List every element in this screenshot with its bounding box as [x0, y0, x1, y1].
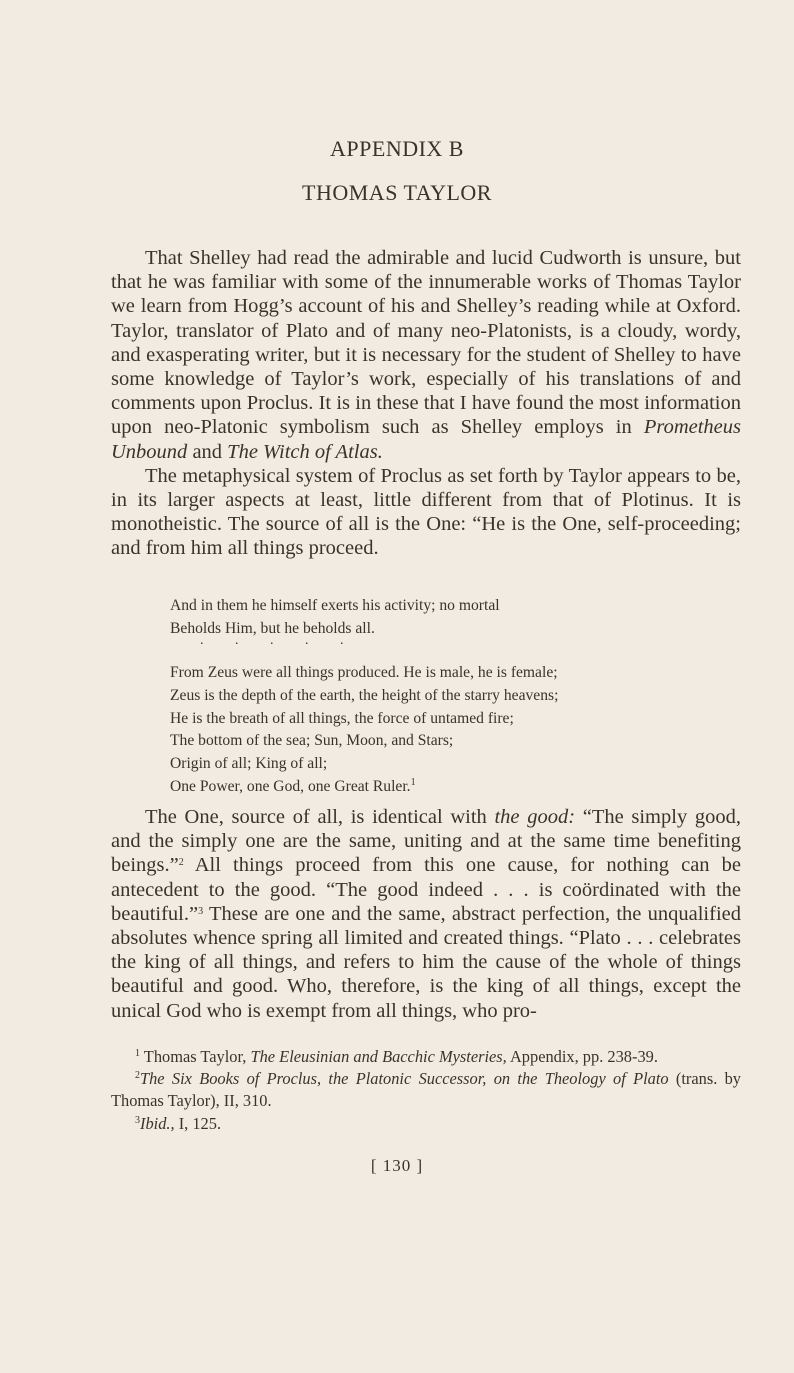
- title-witch-of-atlas: The Witch of Atlas.: [227, 440, 383, 463]
- verse-line: Beholds Him, but he beholds all.: [170, 619, 375, 637]
- footnote-ref-2: 2: [178, 857, 184, 869]
- title-prometheus-unbound: Prometheus Unbound: [111, 416, 741, 463]
- body-text-lower: [111, 805, 741, 1023]
- verse-line: He is the breath of all things, the force of untamed fire;: [170, 709, 514, 727]
- paragraph-proclus-system: The metaphysical system of Proclus as set forth by Taylor appears to be, in its larger aspects at least, little different from that of Plotinus. It is monotheistic. The source of all is the One: “He is the One, self-proceeding; and from him all things proceed.: [111, 464, 741, 560]
- footnote-ref-1: 1: [410, 776, 416, 788]
- verse-line: From Zeus were all things produced. He is male, he is female;: [170, 664, 558, 681]
- verse-line: Zeus is the depth of the earth, the height of the starry heavens;: [170, 686, 559, 704]
- page-number: [ 130 ]: [370, 1156, 424, 1175]
- verse-line: And in them he himself exerts his activity; no mortal: [170, 597, 500, 614]
- verse-ellipsis: . . . . .: [200, 633, 358, 648]
- appendix-heading: APPENDIX B: [330, 136, 464, 161]
- paragraph-the-good: The One, source of all, is identical with the good: “The simply good, and the simply one are the same, uniting and at the same time benefiting beings.”$^2$ All things proceed from this one cause, for nothing can be antecedent to the good. “The good indeed . . . is coördinated with the beautiful.”$^3$ These are one and the same, abstract perfection, the unqualified absolutes whence spring all limited and created things. “Plato . . . celebrates the king of all things, and refers to him the cause of the whole of things beautiful and good. Who, therefore, is the king of all things, except the unical God who is exempt from all things, who pro-: [111, 806, 741, 1022]
- term-the-good: the good:: [494, 806, 576, 828]
- appendix-subject-heading: THOMAS TAYLOR: [302, 180, 492, 205]
- body-text-upper: [111, 246, 741, 561]
- footnote-2: $^2$The Six Books of Proclus, the Platonic Successor, on the Theology of Plato (trans. by Thomas Taylor), II, 310.: [111, 1069, 741, 1111]
- footnote-3: $^3$Ibid., I, 125.: [135, 1113, 222, 1133]
- footnotes: [111, 1046, 741, 1135]
- verse-line: The bottom of the sea; Sun, Moon, and Stars;: [170, 732, 454, 750]
- verse-line: Origin of all; King of all;: [170, 755, 328, 773]
- verse-quote-lower: [170, 662, 730, 799]
- footnote-ref-3: 3: [198, 905, 204, 917]
- footnote-1: $^1$ Thomas Taylor, The Eleusinian and Bacchic Mysteries, Appendix, pp. 238-39.: [135, 1047, 658, 1066]
- paragraph-cudworth: That Shelley had read the admirable and lucid Cudworth is unsure, but that he was familiar with some of the innumerable works of Thomas Taylor we learn from Hogg’s account of his and Shelley’s reading while at Oxford. Taylor, translator of Plato and of many neo-Platonists, is a cloudy, wordy, and exasperating writer, but it is necessary for the student of Shelley to have some knowledge of Taylor’s work, especially of his translations of and comments upon Proclus. It is in these that I have found the most information upon neo-Platonic symbolism such as Shelley employs in Prometheus Unbound and The Witch of Atlas.: [111, 247, 741, 463]
- verse-line-last: One Power, one God, one Great Ruler.$^1$: [170, 776, 416, 795]
